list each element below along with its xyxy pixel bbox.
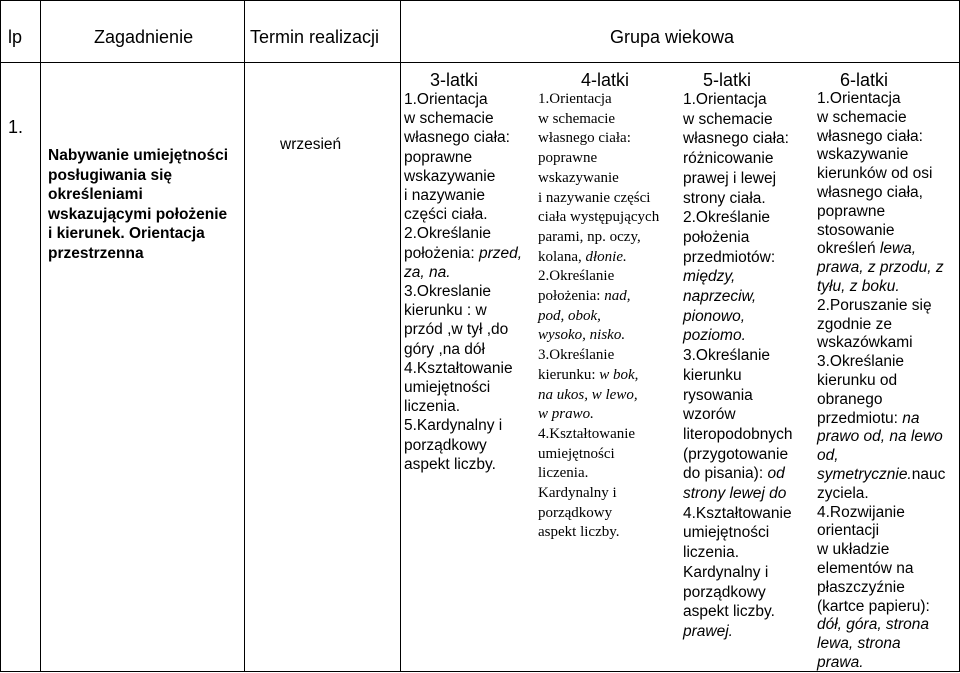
text: umiejętności — [538, 445, 615, 462]
cell-line — [817, 334, 945, 353]
cell-line — [817, 635, 945, 654]
text: do pisania): — [683, 465, 768, 483]
text: 1.Orientacja — [817, 90, 901, 107]
col-divider-zagadnienie — [244, 0, 245, 672]
text: aspekt liczby. — [683, 603, 775, 621]
cell-line — [683, 602, 792, 622]
text: 3.Określanie — [538, 347, 615, 364]
cell-line — [538, 346, 659, 366]
cell-line — [683, 169, 792, 189]
text: porządkowy — [404, 436, 487, 454]
text: 4.Kształtowanie — [404, 359, 513, 377]
cell-line — [683, 287, 792, 307]
text: kolana, — [538, 248, 586, 265]
cell-line — [683, 248, 792, 268]
cell-line — [538, 149, 659, 169]
header-divider — [0, 62, 960, 63]
cell-line — [538, 169, 659, 189]
cell-line — [817, 616, 945, 635]
text: orientacji — [817, 522, 880, 540]
cell-line — [538, 326, 659, 346]
cell-line — [404, 263, 522, 282]
text: różnicowanie — [683, 150, 774, 168]
text: własnego ciała, — [817, 183, 923, 201]
cell-line — [538, 129, 659, 149]
text: 1.Orientacja — [683, 91, 767, 108]
text: (przygotowanie — [683, 445, 789, 463]
header-grupa: Grupa wiekowa — [610, 27, 735, 47]
text: wskazywanie — [538, 169, 619, 186]
cell-line — [683, 110, 792, 130]
text: w schemacie — [817, 108, 907, 126]
cell-line — [817, 165, 945, 184]
table-border-top — [0, 0, 960, 1]
header-age-6: 6-latki — [840, 70, 889, 90]
cell-line — [817, 466, 945, 485]
cell-line — [404, 244, 522, 263]
cell-line — [817, 598, 945, 617]
text: parami, np. oczy, — [538, 228, 641, 245]
text: liczenia. — [683, 544, 739, 562]
cell-line — [817, 560, 945, 579]
cell-line — [538, 287, 659, 307]
text: porządkowy — [538, 504, 613, 521]
cell-line — [683, 504, 792, 524]
italic-text: dół, góra, strona — [817, 616, 930, 634]
cell-line — [683, 583, 792, 603]
text: położenia — [683, 228, 750, 246]
italic-text: lewa, strona — [817, 635, 901, 653]
col-divider-termin — [400, 0, 401, 672]
header-age-5: 5-latki — [703, 70, 752, 90]
topic-line: posługiwania się — [48, 166, 173, 184]
italic-text: za, na. — [404, 263, 451, 281]
text: określeń — [817, 240, 880, 258]
cell-line — [817, 128, 945, 147]
cell-line — [817, 541, 945, 560]
text: (kartce papieru): — [817, 597, 930, 615]
termin-cell: wrzesień — [280, 136, 342, 153]
text: kierunku — [683, 366, 742, 384]
italic-text: między, — [683, 268, 736, 286]
cell-line — [817, 447, 945, 466]
text: 3.Okreslanie — [404, 283, 492, 301]
text: wskazywanie — [817, 146, 909, 164]
cell-line — [538, 307, 659, 327]
topic-line: i kierunek. Orientacja — [48, 225, 205, 243]
text: części ciała. — [404, 206, 488, 224]
cell-4-latki — [538, 90, 659, 543]
text: kierunków od osi — [817, 165, 933, 183]
cell-line — [683, 405, 792, 425]
header-age-4: 4-latki — [581, 70, 630, 90]
cell-line — [817, 654, 945, 673]
header-zagadnienie: Zagadnienie — [94, 27, 194, 47]
cell-line — [404, 397, 522, 416]
cell-line — [817, 391, 945, 410]
cell-line — [817, 428, 945, 447]
cell-line — [817, 410, 945, 429]
cell-line — [817, 522, 945, 541]
cell-line — [817, 259, 945, 278]
text: 4.Rozwijanie — [817, 503, 905, 521]
italic-text: lewa, — [879, 240, 917, 258]
text: w schemacie — [683, 110, 773, 128]
text: 2.Określanie — [404, 225, 492, 243]
italic-text: prawa, z przodu, z — [817, 259, 944, 277]
italic-text: poziomo. — [683, 327, 746, 345]
cell-line — [538, 484, 659, 504]
cell-line — [404, 340, 522, 359]
text: własnego ciała: — [683, 130, 789, 148]
italic-text: strony lewej do — [683, 485, 787, 503]
cell-line — [817, 297, 945, 316]
text: kierunku: — [538, 366, 600, 383]
text: aspekt liczby. — [404, 455, 496, 473]
text: i nazywanie — [404, 187, 485, 205]
topic-line: przestrzenna — [48, 244, 144, 262]
text: własnego ciała: — [538, 130, 631, 147]
topic-line: Nabywanie umiejętności — [48, 147, 229, 164]
italic-text: nad, — [604, 288, 631, 305]
text: aspekt liczby. — [538, 524, 620, 541]
cell-line — [817, 278, 945, 297]
text: rysowania — [683, 386, 753, 404]
text: wskazówkami — [817, 334, 913, 352]
text: w schemacie — [404, 110, 494, 128]
cell-line — [817, 203, 945, 222]
cell-line — [817, 353, 945, 372]
italic-text: prawo od, na lewo — [817, 428, 943, 446]
italic-text: prawej. — [683, 622, 733, 640]
col-divider-lp — [40, 0, 41, 672]
text: ciała występujących — [538, 209, 660, 226]
text: 2.Określanie — [538, 268, 615, 285]
italic-text: dłonie. — [585, 248, 627, 265]
text: 4.Kształtowanie — [538, 425, 636, 442]
text: 3.Określanie — [683, 347, 771, 365]
text: umiejętności — [683, 524, 770, 542]
cell-line — [683, 445, 792, 465]
text: w układzie — [817, 541, 890, 559]
text: poprawne — [538, 150, 598, 167]
text: poprawne — [817, 202, 886, 220]
italic-text: na — [902, 409, 920, 427]
cell-line — [817, 316, 945, 335]
cell-line — [683, 563, 792, 583]
italic-text: wysoko, nisko. — [538, 327, 626, 344]
cell-line — [538, 504, 659, 524]
cell-line — [817, 184, 945, 203]
text: 1.Orientacja — [404, 91, 488, 108]
cell-line — [538, 445, 659, 465]
cell-line — [817, 109, 945, 128]
topic-line: określeniami — [48, 186, 143, 204]
text: i nazywanie części — [538, 189, 651, 206]
cell-line — [683, 267, 792, 287]
cell-line — [683, 484, 792, 504]
cell-line — [404, 167, 522, 186]
text: przód ,w tył ,do — [404, 321, 509, 339]
cell-line — [683, 90, 792, 110]
italic-text: od, — [817, 447, 839, 465]
text: 2.Określanie — [683, 209, 771, 227]
text: stosowanie — [817, 221, 895, 239]
cell-line — [404, 128, 522, 147]
text: 3.Określanie — [817, 353, 905, 371]
text: literopodobnych — [683, 425, 793, 443]
cell-line — [404, 436, 522, 455]
cell-5-latki — [683, 90, 792, 642]
cell-line — [538, 228, 659, 248]
cell-line — [683, 346, 792, 366]
text: 5.Kardynalny i — [404, 417, 503, 435]
cell-line — [683, 208, 792, 228]
cell-line — [683, 366, 792, 386]
cell-line — [817, 372, 945, 391]
text: zgodnie ze — [817, 315, 892, 333]
text: góry ,na dół — [404, 340, 485, 358]
text: w schemacie — [538, 110, 616, 127]
cell-line — [404, 224, 522, 243]
cell-line — [683, 326, 792, 346]
text: kierunku : w — [404, 302, 487, 320]
cell-line — [683, 622, 792, 642]
cell-6-latki — [817, 90, 945, 673]
cell-line — [817, 146, 945, 165]
cell-line — [817, 485, 945, 504]
text: przedmiotu: — [817, 409, 903, 427]
italic-text: od — [767, 465, 785, 483]
text: porządkowy — [683, 583, 766, 601]
text: strony ciała. — [683, 189, 766, 207]
cell-line — [538, 366, 659, 386]
text: elementów na — [817, 559, 914, 577]
cell-line — [404, 186, 522, 205]
cell-line — [404, 320, 522, 339]
cell-line — [538, 90, 659, 110]
cell-line — [683, 149, 792, 169]
cell-line — [404, 301, 522, 320]
text: kierunku od — [817, 371, 898, 389]
cell-line — [817, 222, 945, 241]
text: liczenia. — [404, 398, 460, 416]
cell-line — [683, 425, 792, 445]
cell-line — [683, 228, 792, 248]
text: położenia: — [404, 244, 479, 262]
text: poprawne — [404, 148, 473, 166]
text: 2.Poruszanie się — [817, 296, 932, 314]
text: 1.Orientacja — [538, 91, 612, 107]
text: Kardynalny i — [538, 485, 617, 502]
cell-line — [683, 307, 792, 327]
cell-line — [404, 148, 522, 167]
text: zyciela. — [817, 484, 869, 502]
italic-text: przed, — [478, 244, 523, 262]
italic-text: w bok, — [599, 366, 639, 383]
cell-line — [538, 386, 659, 406]
cell-line — [817, 240, 945, 259]
text: liczenia. — [538, 465, 589, 482]
topic-cell — [48, 146, 228, 264]
text: płaszczyźnie — [817, 578, 905, 596]
text: nauc — [911, 465, 946, 483]
italic-text: tyłu, z boku. — [817, 277, 900, 295]
text: wskazywanie — [404, 167, 496, 185]
cell-3-latki — [404, 90, 522, 474]
text: własnego ciała: — [817, 127, 923, 145]
text: własnego ciała: — [404, 129, 510, 147]
italic-text: na ukos, w lewo, — [538, 386, 638, 403]
cell-line — [538, 425, 659, 445]
text: położenia: — [538, 288, 605, 305]
cell-line — [538, 110, 659, 130]
italic-text: pionowo, — [683, 307, 746, 325]
header-termin: Termin realizacji — [250, 27, 380, 47]
cell-line — [817, 579, 945, 598]
cell-line — [683, 386, 792, 406]
cell-line — [538, 464, 659, 484]
italic-text: symetrycznie. — [817, 465, 912, 483]
cell-line — [538, 267, 659, 287]
topic-line: wskazującymi położenie — [48, 205, 228, 223]
cell-line — [683, 543, 792, 563]
cell-line — [683, 189, 792, 209]
cell-line — [683, 523, 792, 543]
cell-line — [683, 129, 792, 149]
cell-line — [538, 523, 659, 543]
text: wzorów — [683, 406, 736, 424]
cell-line — [683, 464, 792, 484]
text: prawej i lewej — [683, 169, 777, 187]
cell-line — [404, 416, 522, 435]
cell-line — [538, 405, 659, 425]
italic-text: prawa. — [817, 653, 864, 671]
cell-line — [817, 504, 945, 523]
cell-line — [404, 90, 522, 109]
italic-text: pod, obok, — [538, 307, 601, 324]
table-border-left — [0, 0, 1, 672]
cell-line — [538, 208, 659, 228]
text: przedmiotów: — [683, 248, 776, 266]
cell-line — [404, 359, 522, 378]
text: obranego — [817, 390, 883, 408]
header-age-3: 3-latki — [430, 70, 479, 90]
cell-line — [538, 248, 659, 268]
cell-line — [404, 205, 522, 224]
italic-text: w prawo. — [538, 406, 594, 423]
header-lp: lp — [8, 27, 23, 47]
cell-line — [404, 455, 522, 474]
cell-line — [538, 189, 659, 209]
cell-line — [404, 378, 522, 397]
row-number: 1. — [8, 117, 24, 137]
italic-text: naprzeciw, — [683, 288, 757, 306]
cell-line — [817, 90, 945, 109]
text: 4.Kształtowanie — [683, 504, 792, 522]
text: Kardynalny i — [683, 563, 769, 581]
cell-line — [404, 109, 522, 128]
text: umiejętności — [404, 379, 491, 397]
cell-line — [404, 282, 522, 301]
